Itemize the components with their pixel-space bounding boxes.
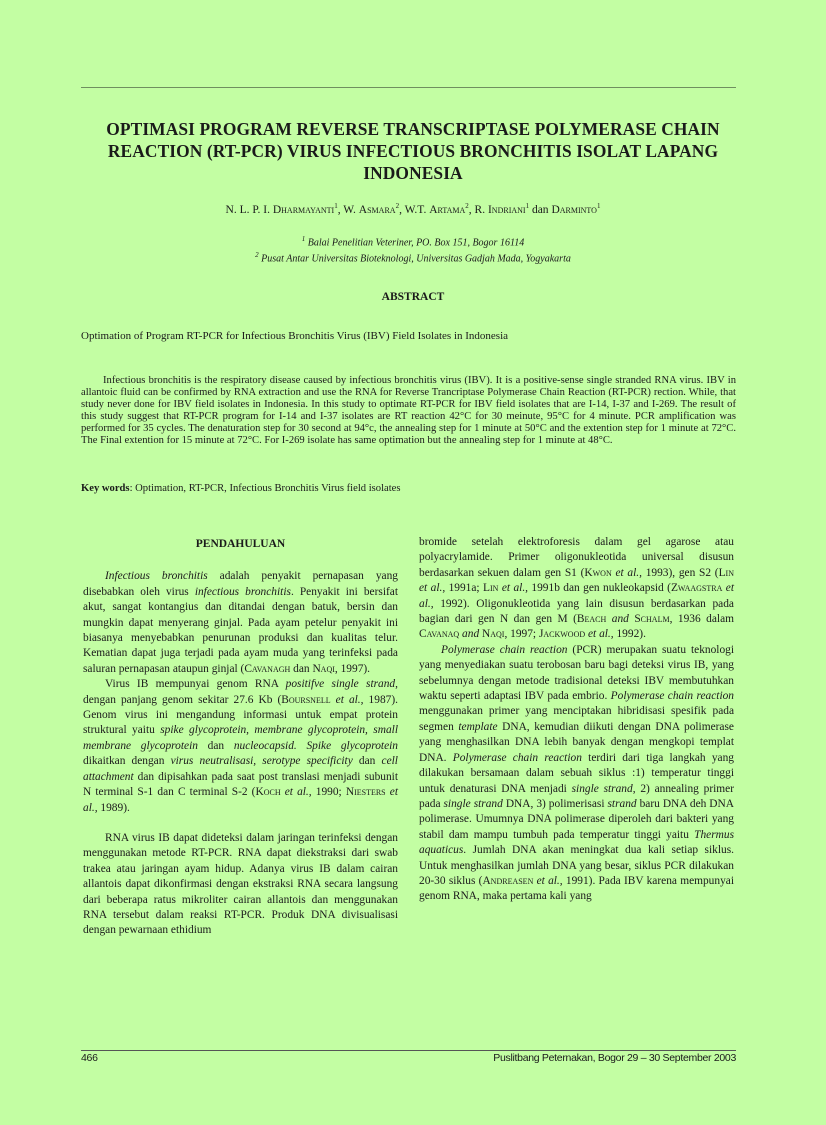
author-affiliation-mark: 1 — [334, 202, 338, 210]
affiliation-text: Balai Penelitian Veteriner, PO. Box 151, Bogor 16114 — [307, 237, 525, 249]
text: 1992). — [613, 628, 646, 641]
citation-author: Cavanagh — [244, 662, 291, 675]
citation-author: Lin — [718, 566, 734, 579]
header-rule — [81, 87, 736, 88]
citation-author: Cavanaq — [419, 628, 460, 641]
page-number: 466 — [81, 1052, 98, 1064]
paragraph — [83, 677, 398, 816]
citation-author: Niesters — [345, 786, 386, 799]
paragraph — [419, 535, 734, 643]
italic-term: positifve single strand — [285, 678, 396, 691]
italic-term: et al., — [419, 582, 446, 595]
text: , dengan panjang genom sekitar 27.6 Kb ( — [83, 678, 398, 706]
text: 1987). Genom virus ini mengandung informasi untuk empat protein struktural yaitu — [83, 693, 398, 737]
italic-term: Thermus aquaticus — [419, 828, 734, 857]
abstract-body: Infectious bronchitis is the respiratory disease caused by infectious bronchitis virus (IBV). It is a positive-sense single stranded RNA virus. IBV in allantoic fluid can be confirmed by RNA extraction and use the RNA for Reverse Trancriptase Polymerase Chain Reaction (RT-PCR) rection. While, that study never done for IBV field isolates in Indonesia. In this study to optimate RT-PCR for IBV field isolates that are I-14, I-37 and I-269. The result of this study suggest that RT-PCR program for I-14 and I-37 isolates are RT reaction 42°C for 30 meinute, 95°C for 4 minute. PCR amplification was performed for 35 cycles. The denaturation step for 30 second at 94°c, the annealing step for 1 minute at 50°C and the extention step for 1 minute at 72°C. The Final extention for 15 minute at 72°C. For I-269 isolate has same optimation but the annealing step for 1 minute at 48°C. — [81, 375, 736, 446]
italic-term: single strand — [571, 782, 633, 795]
italic-term: et al., — [83, 786, 398, 814]
italic-term: infectious bronchitis — [194, 585, 291, 598]
text: . Penyakit ini bersifat akut, sangat kontangius dan ditandai dengan batuk, bersin dan mungkin dapat menyerang ginjal. Pada ayam petelur penyakit ini biasanya menyebabkan penurunan produksi dan kualitas telur. Kematian dapat juga terjadi pada ayam muda yang terinfeksi pada saluran pernapasan ataupun ginjal ( — [83, 585, 398, 675]
text: baru DNA deh DNA polimerase. Umumnya DNA polimerase diperoleh dari bakteri yang stabil dam mampu tumbuh pada temperatur tinggi yaitu — [419, 797, 734, 841]
paragraph — [419, 643, 734, 905]
citation-author: Kwon — [584, 566, 612, 579]
left-column — [83, 537, 398, 939]
text: DNA, 3) polimerisasi — [502, 797, 608, 810]
italic-term: and — [606, 613, 635, 626]
text: DNA, kemudian diikuti dengan DNA polimerase yang menghasilkan DNA lebih banyak dengan mengkopi templat DNA. — [419, 720, 734, 764]
author-name: Darminto — [551, 203, 597, 216]
abstract-subtitle: Optimation of Program RT-PCR for Infectious Bronchitis Virus (IBV) Field Isolates in Indonesia — [81, 330, 509, 342]
affiliation-text: Pusat Antar Universitas Bioteknologi, Universitas Gadjah Mada, Yogyakarta — [261, 253, 571, 265]
italic-term: cell attachment — [83, 755, 398, 783]
paragraph: RNA virus IB dapat dideteksi dalam jaringan terinfeksi dengan menggunakan metode RT-PCR. RNA dapat diekstraksi dari swab trakea atau jaringan ayam hidup. Adanya virus IB dalam cairan allantois dapat dikonfirmasi dengan ekstraksi RNA secara langsung dari beberapa ratus mikroliter cairan allantois dan menggunakan RNA tersebut dalam reaksi RT-PCR. Produk DNA divisualisasi dengan pewarnaan ethidium — [83, 831, 398, 937]
text: dan — [197, 739, 234, 752]
italic-term: template — [458, 720, 498, 733]
text: menggunakan primer yang menciptakan hibridisasi spesifik pada segmen — [419, 705, 734, 733]
citation-author: Jackwood — [538, 628, 586, 641]
italic-term: et al., — [498, 582, 529, 595]
author-affiliation-mark: 1 — [525, 202, 530, 210]
author-name: Dharmayanti — [272, 203, 335, 216]
author-initials: W.T. — [404, 203, 430, 216]
paragraph — [83, 569, 398, 677]
italic-term: et al., — [611, 566, 642, 579]
abstract-heading: ABSTRACT — [381, 291, 445, 303]
text: 1991b dan gen nukleokapsid ( — [528, 582, 671, 595]
text: 1991). Pada IBV karena mempunyai genom RNA, maka pertama kali yang — [419, 874, 734, 903]
text: Virus IB mempunyai genom RNA — [105, 678, 286, 691]
text: dan dipisahkan pada saat post translasi menjadi subunit N terminal S-1 dan C terminal S-2 ( — [83, 770, 398, 799]
italic-term: et al., — [330, 693, 364, 706]
paper-title: OPTIMASI PROGRAM REVERSE TRANSCRIPTASE POLYMERASE CHAIN REACTION (RT-PCR) VIRUS INFECTIOUS BRONCHITIS ISOLAT LAPANG INDONESIA — [106, 119, 720, 183]
text: 1991a; — [445, 582, 484, 595]
keywords — [81, 483, 400, 494]
italic-term: and — [459, 628, 482, 641]
keywords-label: Key words — [81, 483, 130, 494]
text: 1989). — [97, 801, 130, 814]
italic-term: Polymerase chain reaction — [610, 690, 734, 703]
author-name: Indriani — [487, 203, 526, 216]
affiliation-1 — [60, 233, 766, 249]
citation-author: Andreasen — [482, 874, 534, 887]
italic-term: single strand — [443, 797, 503, 810]
text: dikaitkan dengan — [83, 755, 171, 768]
citation-author: Naqi — [312, 662, 335, 675]
author-initials: R. — [474, 203, 488, 216]
affiliation-mark: 2 — [255, 251, 259, 260]
author-name: Artama — [429, 203, 466, 216]
italic-term: spike glycoprotein, membrane glycoprotein, small membrane glycoprotein — [83, 724, 398, 752]
text: 1990; — [311, 786, 346, 799]
citation-author: Beach — [576, 613, 607, 626]
text: . Jumlah DNA akan meningkat dua kali setiap siklus. Untuk menghasilkan jumlah DNA yang besar, siklus PCR dilakukan 20-30 siklus ( — [419, 844, 734, 887]
italic-term: et al., — [419, 582, 734, 610]
page-footer — [81, 1052, 736, 1064]
author-affiliation-mark: 2 — [395, 202, 400, 210]
author-initials: W. — [343, 203, 359, 216]
italic-term: et al., — [585, 628, 614, 641]
text: (PCR) merupakan suatu teknologi yang menyediakan suatu terobosan baru bagi deteksi virus IB, yang sebelumnya dengan metode tradisional deteksi IBV membutuhkan waktu seperti adaptasi IBV pada embrio. — [419, 643, 734, 703]
citation-author: Schalm — [634, 613, 670, 626]
author-list: N. L. P. I. Dharmayanti$^1$, W. Asmara$^2$, W.T. Artama$^2$, R. Indriani$^1$ dan Darminto$^1$ — [225, 202, 601, 216]
right-column — [419, 535, 734, 905]
text: , 2) annealing primer pada — [419, 782, 734, 810]
citation-author: Koch — [255, 786, 281, 799]
keywords-text: : Optimation, RT-PCR, Infectious Bronchitis Virus field isolates — [129, 483, 401, 494]
citation-author: Lin — [483, 582, 499, 595]
italic-term: et al., — [533, 874, 563, 887]
affiliations — [60, 233, 766, 266]
author-conjunction: dan — [531, 203, 549, 216]
affiliation-2 — [60, 249, 766, 265]
citation-author: Zwaagstra — [670, 582, 723, 595]
citation-author: Naqi — [481, 628, 505, 641]
italic-term: Polymerase chain reaction — [452, 751, 582, 764]
author-affiliation-mark: 1 — [596, 202, 601, 210]
text: 1993), gen S2 ( — [641, 566, 719, 579]
conference-info: Puslitbang Peternakan, Bogor 29 – 30 September 2003 — [493, 1052, 736, 1064]
italic-term: nucleocapsid. Spike glycoprotein — [233, 739, 398, 752]
text: bromide setelah elektroforesis dalam gel agarose atau polyacrylamide. Primer oligonukleotida universal disusun berdasarkan sekuen dalam gen S1 ( — [419, 536, 734, 579]
author-affiliation-mark: 2 — [465, 202, 469, 210]
author-name: Asmara — [358, 203, 396, 216]
text: , 1936 dalam — [669, 613, 734, 626]
text: terdiri dari tiga langkah yang dilakukan bersamaan dalam sebuah siklus :1) temperatur tinggi untuk denaturasi DNA menjadi — [419, 751, 734, 795]
text: dan — [352, 755, 382, 768]
text: , 1997; — [504, 628, 539, 641]
footer-rule — [81, 1050, 736, 1051]
affiliation-mark: 1 — [301, 235, 306, 243]
italic-term: strand — [607, 797, 637, 810]
text: 1992). Oligonukleotida yang lain disusun berdasarkan pada bagian dari gen N dan gen M ( — [419, 597, 734, 626]
section-heading: PENDAHULUAN — [195, 538, 286, 550]
text: dan — [290, 662, 313, 675]
citation-author: Boursnell — [281, 693, 331, 706]
italic-term: Infectious bronchitis — [105, 570, 208, 583]
italic-term: virus neutralisasi, serotype specificity — [170, 755, 353, 768]
text: adalah penyakit pernapasan yang disebabkan oleh virus — [83, 570, 398, 598]
italic-term: Polymerase chain reaction — [441, 643, 568, 656]
author-initials: N. L. P. I. — [225, 203, 273, 216]
italic-term: et al., — [280, 786, 312, 799]
text: , 1997). — [334, 662, 371, 675]
